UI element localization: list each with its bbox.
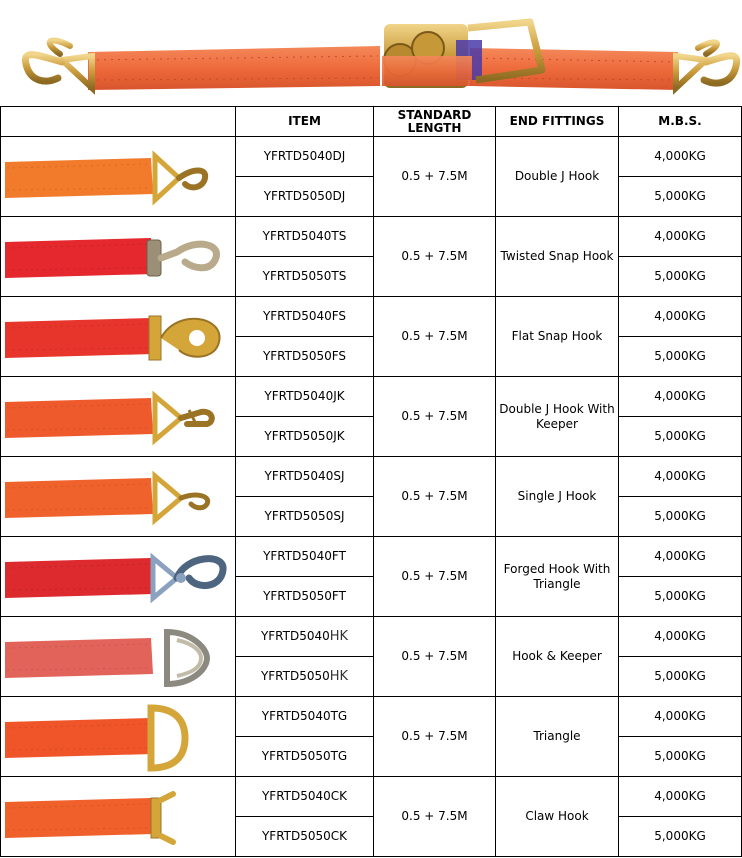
mbs-value: 4,000KG (654, 469, 706, 483)
fitting-image-cell (1, 377, 236, 457)
mbs-value: 5,000KG (654, 349, 706, 363)
end-fitting-name: Twisted Snap Hook (500, 249, 614, 263)
mbs-cell (619, 497, 742, 537)
standard-length-cell (374, 217, 496, 297)
length-column-header: STANDARD LENGTH (374, 107, 496, 137)
flat-snap-hook-icon (1, 298, 235, 376)
product-row (1, 297, 742, 337)
forged-hook-triangle-icon (1, 538, 235, 616)
standard-length-cell (374, 777, 496, 857)
product-row (1, 457, 742, 497)
table-header-row (1, 107, 742, 137)
item-code: YFRTD5050FT (263, 589, 346, 603)
item-code: YFRTD5040FT (263, 549, 346, 563)
item-code-cell (236, 177, 374, 217)
item-code-cell (236, 777, 374, 817)
item-code: YFRTD5040CK (261, 789, 348, 803)
mbs-value: 4,000KG (654, 389, 706, 403)
fitting-image-cell (1, 217, 236, 297)
item-code: YFRTD5050JK (264, 429, 345, 443)
item-code-cell (236, 297, 374, 337)
item-code-cell (236, 737, 374, 777)
item-code: YFRTD5040JK (264, 389, 345, 403)
item-code-cell (236, 817, 374, 857)
item-code: YFRTD5040 (260, 629, 330, 643)
end-fitting-cell (496, 537, 619, 617)
mbs-cell (619, 737, 742, 777)
item-code: YFRTD5040TG (261, 709, 348, 723)
mbs-value: 5,000KG (654, 749, 706, 763)
standard-length-cell (374, 377, 496, 457)
mbs-cell (619, 657, 742, 697)
mbs-value: 4,000KG (654, 629, 706, 643)
mbs-value: 4,000KG (654, 789, 706, 803)
mbs-cell (619, 257, 742, 297)
mbs-column-header: M.B.S. (619, 107, 742, 137)
end-fitting-cell (496, 377, 619, 457)
mbs-value: 5,000KG (654, 269, 706, 283)
double-j-hook-icon (1, 138, 235, 216)
mbs-value: 5,000KG (654, 509, 706, 523)
mbs-value: 4,000KG (654, 549, 706, 563)
end-fitting-cell (496, 137, 619, 217)
item-code: YFRTD5050DJ (263, 189, 346, 203)
fitting-image-cell (1, 297, 236, 377)
mbs-value: 5,000KG (654, 829, 706, 843)
fitting-image-cell (1, 697, 236, 777)
standard-length-cell (374, 457, 496, 537)
fitting-image-cell (1, 457, 236, 537)
end-fitting-cell (496, 617, 619, 697)
end-fitting-cell (496, 217, 619, 297)
item-code-cell (236, 337, 374, 377)
item-code-cell (236, 137, 374, 177)
fitting-image-cell (1, 537, 236, 617)
product-row (1, 217, 742, 257)
item-code-cell (236, 577, 374, 617)
claw-hook-icon (1, 778, 235, 856)
item-code-cell (236, 497, 374, 537)
product-row (1, 777, 742, 817)
mbs-cell (619, 577, 742, 617)
fitting-image-cell (1, 777, 236, 857)
mbs-value: 4,000KG (654, 309, 706, 323)
twisted-snap-hook-icon (1, 218, 235, 296)
item-code-cell (236, 457, 374, 497)
mbs-cell (619, 777, 742, 817)
product-row (1, 617, 742, 657)
item-code-cell (236, 657, 374, 697)
item-code: YFRTD5040DJ (263, 149, 346, 163)
end-fitting-cell (496, 297, 619, 377)
item-column-header: ITEM (236, 107, 374, 137)
mbs-value: 5,000KG (654, 589, 706, 603)
mbs-value: 4,000KG (654, 229, 706, 243)
end-fitting-name: Flat Snap Hook (511, 329, 603, 343)
mbs-cell (619, 137, 742, 177)
mbs-cell (619, 337, 742, 377)
image-column-header (1, 107, 236, 137)
item-code-cell (236, 417, 374, 457)
end-fitting-name: Single J Hook (517, 489, 597, 503)
mbs-cell (619, 817, 742, 857)
end-fitting-cell (496, 777, 619, 857)
end-fitting-cell (496, 697, 619, 777)
standard-length: 0.5 + 7.5M (401, 409, 468, 423)
standard-length-cell (374, 697, 496, 777)
mbs-cell (619, 417, 742, 457)
mbs-cell (619, 377, 742, 417)
item-code: YFRTD5050SJ (264, 509, 345, 523)
mbs-cell (619, 537, 742, 577)
double-j-hook-keeper-icon (1, 378, 235, 456)
mbs-value: 4,000KG (654, 709, 706, 723)
standard-length: 0.5 + 7.5M (401, 329, 468, 343)
fitting-image-cell (1, 137, 236, 217)
single-j-hook-icon (1, 458, 235, 536)
end-fitting-name: Hook & Keeper (512, 649, 602, 663)
standard-length: 0.5 + 7.5M (401, 489, 468, 503)
item-code-cell (236, 257, 374, 297)
ratchet-strap-image (0, 0, 742, 106)
standard-length: 0.5 + 7.5M (401, 569, 468, 583)
item-code-cell (236, 537, 374, 577)
end-fitting-name: Double J Hook (514, 169, 600, 183)
item-code-cell (236, 377, 374, 417)
product-row (1, 137, 742, 177)
product-row (1, 697, 742, 737)
triangle-icon (1, 698, 235, 776)
item-code-cell (236, 617, 374, 657)
item-code-cell (236, 217, 374, 257)
item-code: YFRTD5040SJ (264, 469, 345, 483)
mbs-cell (619, 217, 742, 257)
mbs-cell (619, 617, 742, 657)
item-code: YFRTD5050FS (262, 349, 347, 363)
standard-length-cell (374, 617, 496, 697)
item-code: YFRTD5050TG (261, 749, 348, 763)
standard-length-cell (374, 537, 496, 617)
end-fitting-name: Forged Hook With Triangle (503, 561, 611, 591)
mbs-value: 5,000KG (654, 429, 706, 443)
standard-length: 0.5 + 7.5M (401, 649, 468, 663)
mbs-value: 5,000KG (654, 189, 706, 203)
product-row (1, 377, 742, 417)
mbs-cell (619, 297, 742, 337)
standard-length-cell (374, 137, 496, 217)
item-code: YFRTD5050CK (261, 829, 348, 843)
item-code: YFRTD5050 (260, 669, 330, 683)
item-code-cell (236, 697, 374, 737)
standard-length: 0.5 + 7.5M (401, 729, 468, 743)
mbs-value: 5,000KG (654, 669, 706, 683)
table-body (1, 137, 742, 857)
standard-length: 0.5 + 7.5M (401, 169, 468, 183)
standard-length: 0.5 + 7.5M (401, 249, 468, 263)
specification-table (0, 106, 742, 857)
item-code: YFRTD5040FS (262, 309, 347, 323)
item-code-suffix: HK (329, 629, 349, 644)
standard-length: 0.5 + 7.5M (401, 809, 468, 823)
mbs-cell (619, 177, 742, 217)
mbs-cell (619, 457, 742, 497)
product-row (1, 537, 742, 577)
end-fitting-cell (496, 457, 619, 537)
item-code: YFRTD5050TS (262, 269, 347, 283)
standard-length-cell (374, 297, 496, 377)
mbs-value: 4,000KG (654, 149, 706, 163)
end-fitting-name: Double J Hook With Keeper (499, 401, 615, 431)
end-fitting-name: Claw Hook (525, 809, 589, 823)
item-code-suffix: HK (329, 669, 349, 684)
item-code: YFRTD5040TS (262, 229, 347, 243)
fittings-column-header: END FITTINGS (496, 107, 619, 137)
fitting-image-cell (1, 617, 236, 697)
hook-keeper-icon (1, 618, 235, 696)
mbs-cell (619, 697, 742, 737)
end-fitting-name: Triangle (533, 729, 581, 743)
